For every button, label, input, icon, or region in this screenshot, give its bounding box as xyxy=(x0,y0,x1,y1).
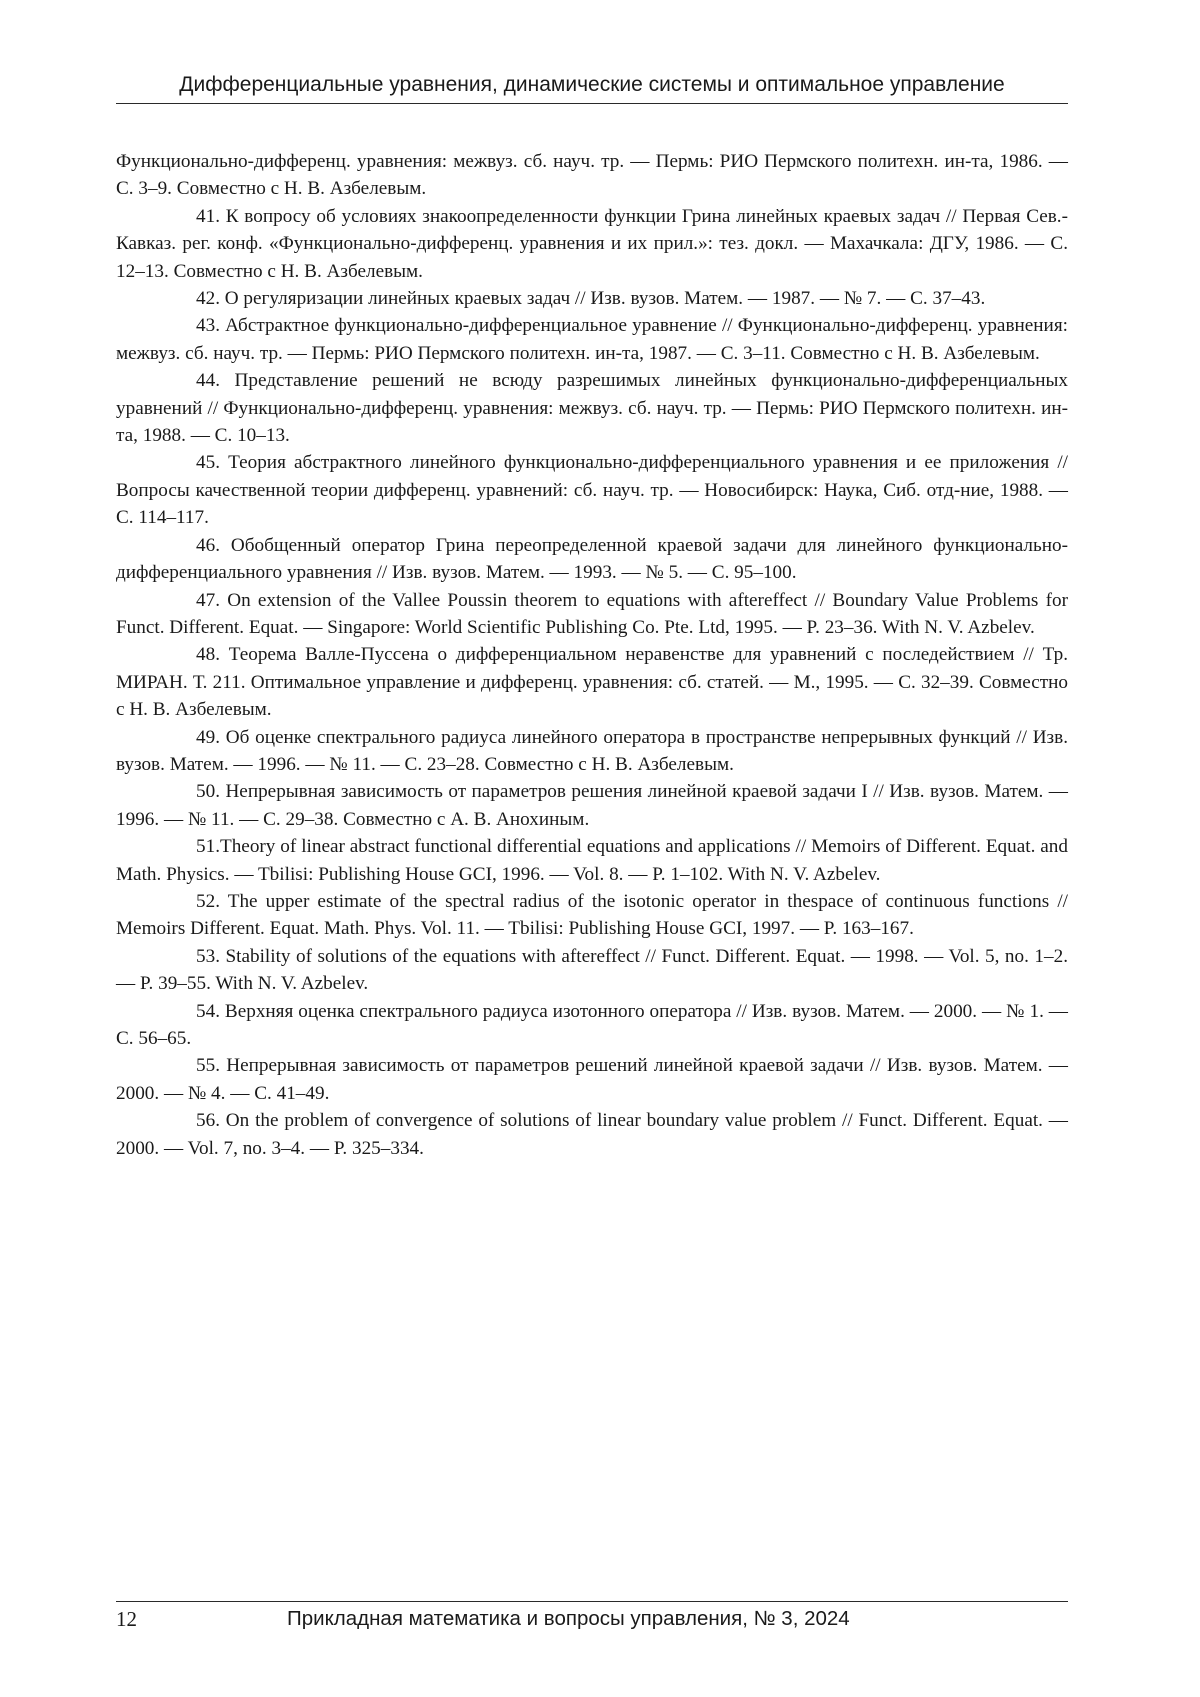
reference-42: 42. О регуляризации линейных краевых задач // Изв. вузов. Матем. — 1987. — № 7. — С. 37–43. xyxy=(196,288,986,310)
header-rule xyxy=(116,103,1068,104)
footer-rule xyxy=(116,1601,1068,1602)
reference-45: 45. Теория абстрактного линейного функционально-дифференциального уравнения и ее приложения // Вопросы качественной теории дифференц. уравнений: сб. науч. тр. — Новосибирск: Наука, Сиб. отд-ние, 1988. — С. 114–117. xyxy=(116,452,1068,529)
reference-54: 54. Верхняя оценка спектрального радиуса изотонного оператора // Изв. вузов. Матем. — 2000. — № 1. — С. 56–65. xyxy=(116,1000,1068,1049)
reference-53: 53. Stability of solutions of the equations with aftereffect // Funct. Different. Equat. — 1998. — Vol. 5, no. 1–2. — P. 39–55. With N. V. Azbelev. xyxy=(116,945,1068,995)
reference-list xyxy=(116,148,1068,1162)
reference-47: 47. On extension of the Vallee Poussin theorem to equations with aftereffect // Boundary Value Problems for Funct. Different. Equat. — Singapore: World Scientific Publishing Co. Pte. Ltd, 1995. — P. 23–36. With N. V. Azbelev. xyxy=(116,589,1068,638)
reference-46: 46. Обобщенный оператор Грина переопределенной краевой задачи для линейного функционально-дифференциального уравнения // Изв. вузов. Матем. — 1993. — № 5. — С. 95–100. xyxy=(116,534,1068,584)
reference-49: 49. Об оценке спектрального радиуса линейного оператора в пространстве непрерывных функций // Изв. вузов. Матем. — 1996. — № 11. — С. 23–28. Совместно с Н. В. Азбелевым. xyxy=(116,726,1068,775)
reference-48: 48. Теорема Валле-Пуссена о дифференциальном неравенстве для уравнений с последействием // Тр. МИРАН. Т. 211. Оптимальное управление и дифференц. уравнения: сб. статей. — М., 1995. — С. 32–39. Совместно с Н. В. Азбелевым. xyxy=(116,644,1068,721)
reference-41: 41. К вопросу об условиях знакоопределенности функции Грина линейных краевых задач // Первая Сев.-Кавказ. рег. конф. «Функционально-дифференц. уравнения и их прил.»: тез. докл. — Махачкала: ДГУ, 1986. — С. 12–13. Совместно с Н. В. Азбелевым. xyxy=(116,205,1068,282)
reference-43: 43. Абстрактное функционально-дифференциальное уравнение // Функционально-дифференц. уравнения: межвуз. сб. науч. тр. — Пермь: РИО Пермского политехн. ин-та, 1987. — С. 3–11. Совместно с Н. В. Азбелевым. xyxy=(116,315,1068,364)
reference-55: 55. Непрерывная зависимость от параметров решений линейной краевой задачи // Изв. вузов. Матем. — 2000. — № 4. — С. 41–49. xyxy=(116,1055,1068,1104)
running-header: Дифференциальные уравнения, динамические системы и оптимальное управление xyxy=(179,73,1005,96)
page-number: 12 xyxy=(116,1607,137,1631)
reference-44: 44. Представление решений не всюду разрешимых линейных функционально-дифференциальных уравнений // Функционально-дифференц. уравнения: межвуз. сб. науч. тр. — Пермь: РИО Пермского политехн. ин-та, 1988. — С. 10–13. xyxy=(116,370,1068,447)
reference-56: 56. On the problem of convergence of solutions of linear boundary value problem // Funct. Different. Equat. — 2000. — Vol. 7, no. 3–4. — P. 325–334. xyxy=(116,1110,1068,1159)
reference-50: 50. Непрерывная зависимость от параметров решения линейной краевой задачи I // Изв. вузов. Матем. — 1996. — № 11. — С. 29–38. Совместно с А. В. Анохиным. xyxy=(116,781,1068,830)
reference-52: 52. The upper estimate of the spectral radius of the isotonic operator in thespace of continuous functions // Memoirs Different. Equat. Math. Phys. Vol. 11. — Tbilisi: Publishing House GCI, 1997. — P. 163–167. xyxy=(116,890,1068,940)
reference-continuation: Функционально-дифференц. уравнения: межвуз. сб. науч. тр. — Пермь: РИО Пермского политехн. ин-та, 1986. — С. 3–9. Совместно с Н. В. Азбелевым. xyxy=(116,151,1068,200)
reference-51: 51.Theory of linear abstract functional differential equations and applications // Memoirs of Different. Equat. and Math. Physics. — Tbilisi: Publishing House GCI, 1996. — Vol. 8. — P. 1–102. With N. V. Azbelev. xyxy=(116,836,1068,885)
journal-footer: Прикладная математика и вопросы управления, № 3, 2024 xyxy=(287,1607,850,1630)
